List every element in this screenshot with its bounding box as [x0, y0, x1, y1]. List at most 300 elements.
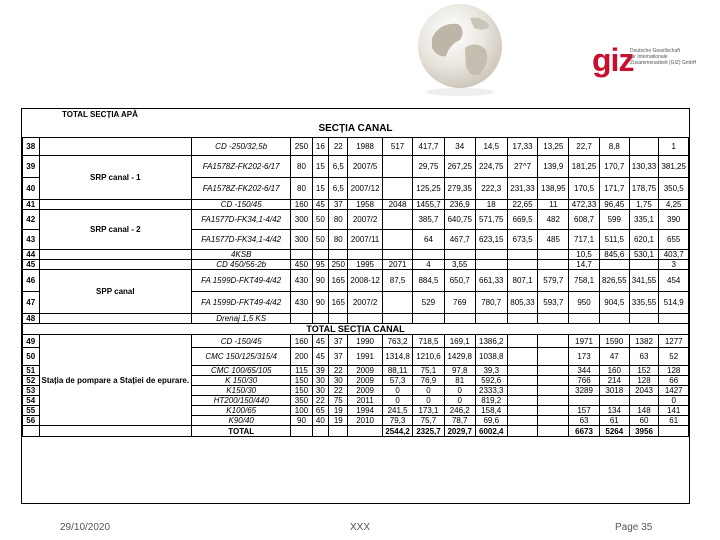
data-cell: 22 [329, 138, 348, 156]
data-cell: 2048 [382, 200, 413, 210]
data-cell: 1210,6 [413, 348, 444, 366]
data-cell: 655 [659, 230, 689, 250]
data-cell: 769 [444, 292, 475, 314]
data-cell: 2009 [348, 386, 382, 396]
data-cell: 27^7 [507, 156, 538, 178]
data-cell: 1314,8 [382, 348, 413, 366]
data-cell: 148 [629, 406, 659, 416]
row-number: 51 [23, 366, 40, 376]
data-cell: 65 [312, 406, 329, 416]
data-cell: 57,3 [382, 376, 413, 386]
data-cell: 4,25 [659, 200, 689, 210]
data-cell [348, 314, 382, 324]
total-value: 6673 [569, 426, 600, 437]
data-cell: 165 [329, 270, 348, 292]
data-cell: 1382 [629, 335, 659, 348]
data-cell: 171,7 [599, 178, 629, 200]
data-cell: 571,75 [475, 210, 507, 230]
data-cell: 17,33 [507, 138, 538, 156]
data-cell: 3 [659, 260, 689, 270]
table-row [23, 156, 689, 178]
data-cell [538, 386, 569, 396]
data-cell: 22 [312, 396, 329, 406]
pump-model: FA 1599D-FKT49-4/42 [192, 292, 291, 314]
data-cell: 2333,3 [475, 386, 507, 396]
data-cell: 224,75 [475, 156, 507, 178]
data-cell: 669,5 [507, 210, 538, 230]
pump-model: Drenaj 1,5 KS [192, 314, 291, 324]
data-cell: 3018 [599, 386, 629, 396]
data-cell: 128 [659, 366, 689, 376]
data-cell [538, 406, 569, 416]
row-number: 49 [23, 335, 40, 348]
data-cell: 467,7 [444, 230, 475, 250]
data-cell: 214 [599, 376, 629, 386]
data-cell: 30 [312, 376, 329, 386]
data-cell: 430 [291, 270, 312, 292]
data-cell [659, 314, 689, 324]
total-value: 2325,7 [413, 426, 444, 437]
data-cell: 350 [291, 396, 312, 406]
data-cell: 845,6 [599, 250, 629, 260]
data-cell: 1,75 [629, 200, 659, 210]
data-cell [629, 396, 659, 406]
data-cell [507, 335, 538, 348]
total-value [507, 426, 538, 437]
data-cell [507, 250, 538, 260]
data-cell [444, 250, 475, 260]
data-cell [312, 314, 329, 324]
total-value: 5264 [599, 426, 629, 437]
group-label: SPP canal [39, 270, 192, 314]
data-cell: 170,7 [599, 156, 629, 178]
pump-model: K 150/30 [192, 376, 291, 386]
group-cell [39, 250, 192, 260]
data-cell: 3289 [569, 386, 600, 396]
data-cell: 157 [569, 406, 600, 416]
data-cell: 69,6 [475, 416, 507, 426]
data-cell: 2009 [348, 376, 382, 386]
data-cell: 780,7 [475, 292, 507, 314]
data-cell: 1994 [348, 406, 382, 416]
pump-model: CD -250/32,5b [192, 138, 291, 156]
data-cell: 160 [291, 200, 312, 210]
canal-section-title: SECȚIA CANAL [318, 123, 393, 134]
data-cell [507, 416, 538, 426]
total-spacer [23, 426, 40, 437]
data-cell: 128 [629, 376, 659, 386]
data-cell: 96,45 [599, 200, 629, 210]
data-cell: 66 [659, 376, 689, 386]
data-cell [538, 314, 569, 324]
data-cell: 2008-12 [348, 270, 382, 292]
data-cell: 8,8 [599, 138, 629, 156]
data-cell: 139,9 [538, 156, 569, 178]
data-cell [538, 396, 569, 406]
data-cell: 472,33 [569, 200, 600, 210]
data-cell: 430 [291, 292, 312, 314]
globe-graphic [410, 0, 510, 100]
data-cell: 650,7 [444, 270, 475, 292]
data-cell: 76,9 [413, 376, 444, 386]
pump-model: 4KSB [192, 250, 291, 260]
data-cell: 1590 [599, 335, 629, 348]
data-cell: 529 [413, 292, 444, 314]
data-cell: 22,7 [569, 138, 600, 156]
data-cell: 904,5 [599, 292, 629, 314]
total-value [538, 426, 569, 437]
data-cell: 50 [312, 230, 329, 250]
group-label: Stația de pompare a Stației de epurare. [39, 335, 192, 426]
data-cell: 47 [599, 348, 629, 366]
data-cell: 45 [312, 335, 329, 348]
data-cell: 1 [659, 138, 689, 156]
row-number: 53 [23, 386, 40, 396]
table-row [23, 314, 689, 324]
table-row [23, 335, 689, 348]
data-cell: 29,75 [413, 156, 444, 178]
data-cell: 2007/12 [348, 178, 382, 200]
data-cell: 0 [413, 396, 444, 406]
data-cell: 37 [329, 348, 348, 366]
data-cell: 231,33 [507, 178, 538, 200]
data-cell: 19 [329, 416, 348, 426]
pump-model: CD 450/56-2b [192, 260, 291, 270]
data-cell: 620,1 [629, 230, 659, 250]
data-cell: 64 [413, 230, 444, 250]
data-cell [382, 314, 413, 324]
data-cell: 39,3 [475, 366, 507, 376]
row-number: 39 [23, 156, 40, 178]
row-number: 48 [23, 314, 40, 324]
data-cell: 763,2 [382, 335, 413, 348]
data-cell: 819,2 [475, 396, 507, 406]
data-cell: 623,15 [475, 230, 507, 250]
total-value: 6002,4 [475, 426, 507, 437]
data-cell: 90 [312, 270, 329, 292]
data-cell: 250 [329, 260, 348, 270]
data-cell: 52 [659, 348, 689, 366]
data-cell [382, 230, 413, 250]
data-cell: 75,7 [413, 416, 444, 426]
data-cell [413, 314, 444, 324]
data-cell [629, 138, 659, 156]
data-cell: 80 [329, 210, 348, 230]
data-cell: 530,1 [629, 250, 659, 260]
data-cell: 90 [291, 416, 312, 426]
row-number: 42 [23, 210, 40, 230]
data-cell [538, 416, 569, 426]
data-cell: 173,1 [413, 406, 444, 416]
data-cell: 608,7 [569, 210, 600, 230]
spreadsheet [21, 108, 690, 504]
data-cell: 884,5 [413, 270, 444, 292]
data-cell: 2007/2 [348, 210, 382, 230]
row-number: 55 [23, 406, 40, 416]
data-cell: 1429,8 [444, 348, 475, 366]
pump-model: FA1577D-FK34,1-4/42 [192, 230, 291, 250]
data-cell: 40 [312, 416, 329, 426]
data-cell [569, 314, 600, 324]
data-cell: 241,5 [382, 406, 413, 416]
data-cell [475, 250, 507, 260]
data-cell: 50 [312, 210, 329, 230]
total-spacer [291, 426, 312, 437]
footer-center: XXX [350, 522, 371, 533]
logo-subtitle: Deutsche Gesellschaft für Internationale Zusammenarbeit (GIZ) GmbH [630, 48, 697, 66]
data-cell: 134 [599, 406, 629, 416]
data-cell: 10,5 [569, 250, 600, 260]
data-cell: 15 [312, 156, 329, 178]
data-cell: 1277 [659, 335, 689, 348]
data-cell: 37 [329, 200, 348, 210]
data-cell: 673,5 [507, 230, 538, 250]
data-cell: 0 [382, 386, 413, 396]
data-cell [507, 260, 538, 270]
data-cell [538, 366, 569, 376]
row-number: 38 [23, 138, 40, 156]
data-cell: 45 [312, 200, 329, 210]
data-cell: 807,1 [507, 270, 538, 292]
total-value: 3956 [629, 426, 659, 437]
data-cell [507, 366, 538, 376]
data-cell: 1988 [348, 138, 382, 156]
data-cell: 90 [312, 292, 329, 314]
pump-model: K90/40 [192, 416, 291, 426]
data-cell: 80 [291, 156, 312, 178]
data-cell: 485 [538, 230, 569, 250]
total-value: 2029,7 [444, 426, 475, 437]
pump-table [22, 137, 689, 437]
row-number: 44 [23, 250, 40, 260]
data-cell [382, 178, 413, 200]
data-cell: 236,9 [444, 200, 475, 210]
data-cell: 2007/5 [348, 156, 382, 178]
data-cell: 97,8 [444, 366, 475, 376]
data-cell: 14,5 [475, 138, 507, 156]
data-cell: 158,4 [475, 406, 507, 416]
data-cell: 450 [291, 260, 312, 270]
data-cell: 805,33 [507, 292, 538, 314]
total-value: 2544,2 [382, 426, 413, 437]
data-cell: 115 [291, 366, 312, 376]
group-cell [39, 138, 192, 156]
data-cell: 758,1 [569, 270, 600, 292]
table-row [23, 250, 689, 260]
group-label: SRP canal - 2 [39, 210, 192, 250]
data-cell: 592,6 [475, 376, 507, 386]
data-cell: 2007/2 [348, 292, 382, 314]
data-cell: 4 [413, 260, 444, 270]
data-cell [599, 396, 629, 406]
data-cell: 417,7 [413, 138, 444, 156]
data-cell: 39 [312, 366, 329, 376]
data-cell: 16 [312, 138, 329, 156]
data-cell [348, 250, 382, 260]
data-cell: 2009 [348, 366, 382, 376]
data-cell [538, 376, 569, 386]
data-cell: 1990 [348, 335, 382, 348]
data-cell: 640,75 [444, 210, 475, 230]
total-spacer [39, 426, 192, 437]
data-cell: 152 [629, 366, 659, 376]
data-cell: 2010 [348, 416, 382, 426]
data-cell: 0 [444, 396, 475, 406]
data-cell: 250 [291, 138, 312, 156]
data-cell: 34 [444, 138, 475, 156]
data-cell: 22,65 [507, 200, 538, 210]
table-row [23, 200, 689, 210]
data-cell [382, 250, 413, 260]
pump-model: FA1578Z-FK202-6/17 [192, 156, 291, 178]
data-cell: 826,55 [599, 270, 629, 292]
data-cell [538, 250, 569, 260]
data-cell: 87,5 [382, 270, 413, 292]
data-cell: 100 [291, 406, 312, 416]
group-cell [39, 314, 192, 324]
data-cell: 61 [659, 416, 689, 426]
data-cell [507, 348, 538, 366]
data-cell: 37 [329, 335, 348, 348]
data-cell: 717,1 [569, 230, 600, 250]
data-cell: 125,25 [413, 178, 444, 200]
data-cell [329, 250, 348, 260]
data-cell [382, 210, 413, 230]
data-cell: 150 [291, 376, 312, 386]
data-cell: 170,5 [569, 178, 600, 200]
data-cell: 1971 [569, 335, 600, 348]
data-cell: 2011 [348, 396, 382, 406]
data-cell: 279,35 [444, 178, 475, 200]
data-cell: 22 [329, 366, 348, 376]
data-cell: 0 [413, 386, 444, 396]
total-water-section-title: TOTAL SECȚIA APĂ [62, 110, 138, 119]
data-cell: 766 [569, 376, 600, 386]
data-cell [507, 376, 538, 386]
data-cell: 181,25 [569, 156, 600, 178]
total-spacer [329, 426, 348, 437]
data-cell: 30 [312, 386, 329, 396]
data-cell [538, 348, 569, 366]
data-cell [507, 314, 538, 324]
data-cell: 403,7 [659, 250, 689, 260]
data-cell [329, 314, 348, 324]
total-row [23, 426, 689, 437]
total-spacer [312, 426, 329, 437]
data-cell: 178,75 [629, 178, 659, 200]
data-cell: 511,5 [599, 230, 629, 250]
row-number: 47 [23, 292, 40, 314]
data-cell: 1455,7 [413, 200, 444, 210]
data-cell: 3,55 [444, 260, 475, 270]
data-cell: 1427 [659, 386, 689, 396]
data-cell: 0 [444, 386, 475, 396]
data-cell: 95 [312, 260, 329, 270]
data-cell [538, 260, 569, 270]
data-cell: 335,1 [629, 210, 659, 230]
data-cell: 1038,8 [475, 348, 507, 366]
data-cell: 300 [291, 230, 312, 250]
pump-model: CD -150/45 [192, 335, 291, 348]
data-cell [599, 260, 629, 270]
data-cell: 579,7 [538, 270, 569, 292]
data-cell: 160 [291, 335, 312, 348]
data-cell: 514,9 [659, 292, 689, 314]
data-cell: 381,25 [659, 156, 689, 178]
data-cell: 6,5 [329, 156, 348, 178]
data-cell [507, 406, 538, 416]
footer-date: 29/10/2020 [60, 522, 111, 533]
data-cell: 45 [312, 348, 329, 366]
data-cell [507, 396, 538, 406]
row-number: 46 [23, 270, 40, 292]
data-cell: 130,33 [629, 156, 659, 178]
data-cell: 150 [291, 386, 312, 396]
data-cell: 1386,2 [475, 335, 507, 348]
data-cell [312, 250, 329, 260]
data-cell: 22 [329, 386, 348, 396]
pump-model: CMC 150/125/315/4 [192, 348, 291, 366]
group-label: SRP canal - 1 [39, 156, 192, 200]
logo-wordmark: giz [592, 42, 634, 78]
data-cell [629, 260, 659, 270]
data-cell: 79,3 [382, 416, 413, 426]
data-cell: 165 [329, 292, 348, 314]
data-cell: 335,55 [629, 292, 659, 314]
data-cell: 141 [659, 406, 689, 416]
data-cell [569, 396, 600, 406]
data-cell: 78,7 [444, 416, 475, 426]
data-cell: 19 [329, 406, 348, 416]
pump-model: FA1578Z-FK202-6/17 [192, 178, 291, 200]
subtotal-row [23, 324, 689, 335]
data-cell: 599 [599, 210, 629, 230]
group-cell [39, 260, 192, 270]
pump-model: HT200/150/440 [192, 396, 291, 406]
data-cell: 61 [599, 416, 629, 426]
data-cell: 718,5 [413, 335, 444, 348]
pump-model: CD -150/45 [192, 200, 291, 210]
data-cell: 267,25 [444, 156, 475, 178]
table-row [23, 270, 689, 292]
data-cell: 1991 [348, 348, 382, 366]
row-number: 54 [23, 396, 40, 406]
data-cell [444, 314, 475, 324]
data-cell: 88,11 [382, 366, 413, 376]
row-number: 43 [23, 230, 40, 250]
data-cell: 300 [291, 210, 312, 230]
data-cell [413, 250, 444, 260]
data-cell [475, 260, 507, 270]
pump-model: FA1577D-FK34,1-4/42 [192, 210, 291, 230]
data-cell: 1995 [348, 260, 382, 270]
data-cell: 1958 [348, 200, 382, 210]
data-cell: 63 [629, 348, 659, 366]
data-cell: 75 [329, 396, 348, 406]
data-cell: 344 [569, 366, 600, 376]
row-number: 40 [23, 178, 40, 200]
data-cell: 6,5 [329, 178, 348, 200]
data-cell: 18 [475, 200, 507, 210]
table-row [23, 210, 689, 230]
data-cell [291, 250, 312, 260]
data-cell [382, 156, 413, 178]
pump-model: K100/65 [192, 406, 291, 416]
data-cell: 661,33 [475, 270, 507, 292]
data-cell [629, 314, 659, 324]
data-cell: 950 [569, 292, 600, 314]
footer-page-number: Page 35 [615, 522, 653, 533]
